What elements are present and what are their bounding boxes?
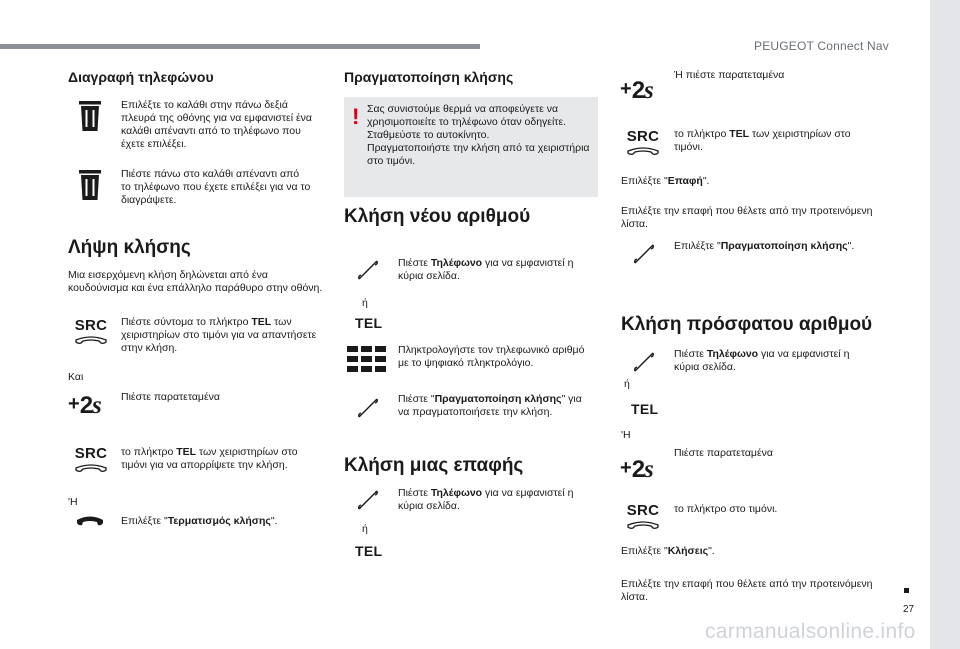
phone-text-3: Πιέστε Τηλέφωνο για να εμφανιστεί η κύρια σελίδα. (674, 348, 850, 373)
src-button-icon: SRC (624, 503, 662, 533)
page-side-strip (930, 0, 960, 649)
or-text: ή (362, 523, 368, 535)
warning-icon: ! (352, 104, 360, 129)
heading-make-call: Πραγματοποίηση κλήσης (344, 69, 514, 85)
delete-text-2: Πιέστε πάνω στο καλάθι απέναντι από το τηλέφωνο που έχετε επιλέξει για να το διαγράψετε. (121, 168, 311, 206)
watermark: carmanualsonline.info (705, 620, 916, 643)
src-button-icon: SRC (624, 129, 662, 159)
select-contact-list-text: Επιλέξτε την επαφή που θέλετε από την προτεινόμενη λίστα. (621, 205, 873, 230)
heading-receive-call: Λήψη κλήσης (68, 237, 191, 258)
warning-text: Σας συνιστούμε θερμά να αποφεύγετε να χρησιμοποιείτε το τηλέφωνο όταν οδηγείτε. Σταθμεύστε το αυτοκίνητο. Πραγματοποιήστε την κλήση από τα χειριστήρια στο τιμόνι. (367, 103, 590, 167)
header-bar (0, 44, 480, 49)
src-button-icon: SRC (72, 446, 110, 476)
end-call-text: Επιλέξτε "Τερματισμός κλήσης". (121, 515, 278, 527)
trash-icon (79, 170, 101, 200)
plus-2s-icon: +2s (620, 456, 653, 483)
hold-text: Ή πιέστε παρατεταμένα (674, 69, 785, 81)
phone-handset-icon (356, 396, 380, 420)
phone-handset-icon (356, 258, 380, 282)
phone-handset-icon (632, 242, 656, 266)
heading-call-recent: Κλήση πρόσφατου αριθμού (621, 314, 873, 335)
select-call-text: Επιλέξτε "Πραγματοποίηση κλήσης". (674, 240, 855, 252)
page-number: 27 (903, 604, 915, 615)
hold-text: Πιέστε παρατεταμένα (674, 447, 773, 459)
src-call-text: το πλήκτρο TEL των χειριστηρίων στο τιμόνι. (674, 128, 851, 153)
hang-up-icon (76, 513, 104, 527)
src-answer-text: Πιέστε σύντομα το πλήκτρο TEL των χειριστηρίων στο τιμόνι για να απαντήσετε στην κλήση. (121, 316, 317, 354)
select-contact-text: Επιλέξτε "Επαφή". (621, 175, 710, 187)
select-calls-text: Επιλέξτε "Κλήσεις". (621, 545, 715, 557)
heading-call-contact: Κλήση μιας επαφής (344, 455, 524, 476)
phone-handset-icon (356, 488, 380, 512)
tel-button-icon: TEL (355, 543, 383, 559)
heading-delete-phone: Διαγραφή τηλεφώνου (68, 69, 214, 85)
phone-text-2: Πιέστε Τηλέφωνο για να εμφανιστεί η κύρια σελίδα. (398, 487, 574, 512)
or-text: 'Η (621, 429, 631, 441)
call-text: Πιέστε "Πραγματοποίηση κλήσης" για να πραγματοποιήσετε την κλήση. (398, 393, 582, 418)
or-text: 'Η (68, 496, 78, 508)
tel-button-icon: TEL (355, 315, 383, 331)
keypad-icon (347, 346, 387, 372)
plus-2s-icon: +2s (68, 392, 101, 419)
phone-handset-icon (632, 350, 656, 374)
keypad-text: Πληκτρολογήστε τον τηλεφωνικό αριθμό με το ψηφιακό πληκτρολόγιο. (398, 344, 585, 369)
trash-icon (79, 101, 101, 131)
src-reject-text: το πλήκτρο TEL των χειριστηρίων στο τιμόνι για να απορρίψετε την κλήση. (121, 446, 298, 471)
plus-2s-icon: +2s (620, 77, 653, 104)
receive-text: Μια εισερχόμενη κλήση δηλώνεται από ένα κουδούνισμα και ένα επάλληλο παράθυρο στην οθόνη. (68, 269, 323, 294)
and-text: Και (68, 371, 84, 383)
phone-text: Πιέστε Τηλέφωνο για να εμφανιστεί η κύρια σελίδα. (398, 257, 574, 282)
or-text: ή (362, 297, 368, 309)
src-button-icon: SRC (72, 318, 110, 348)
select-recent-list-text: Επιλέξτε την επαφή που θέλετε από την προτεινόμενη λίστα. (621, 578, 873, 603)
tel-button-icon: TEL (631, 401, 659, 417)
heading-call-new-number: Κλήση νέου αριθμού (344, 206, 531, 227)
or-text: ή (624, 378, 630, 390)
brand-label: PEUGEOT Connect Nav (754, 39, 889, 53)
src-recent-text: το πλήκτρο στο τιμόνι. (674, 503, 778, 515)
hold-text: Πιέστε παρατεταμένα (121, 391, 220, 403)
delete-text-1: Επιλέξτε το καλάθι στην πάνω δεξιά πλευρά της οθόνης για να εμφανιστεί ένα καλάθι απέναντι από το τηλέφωνο που έχετε επιλέξει. (121, 99, 312, 150)
page-marker (904, 588, 909, 593)
